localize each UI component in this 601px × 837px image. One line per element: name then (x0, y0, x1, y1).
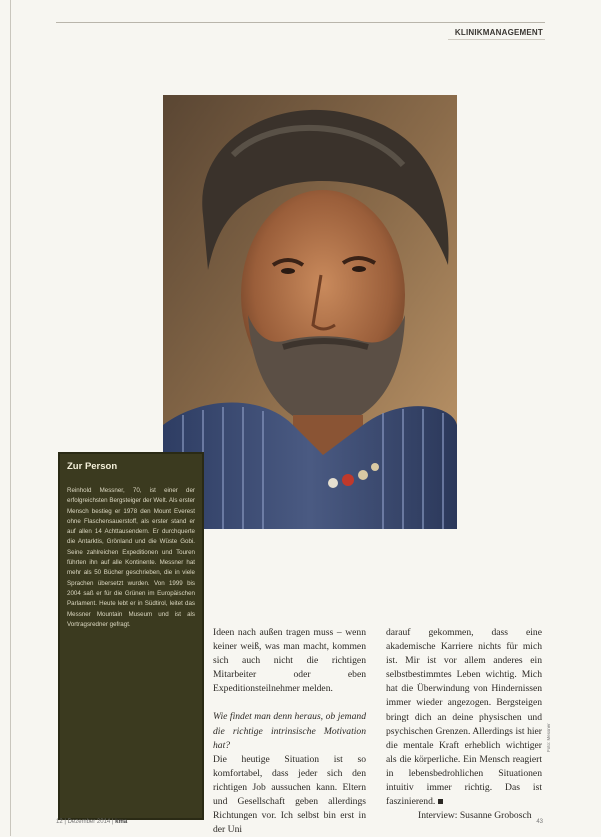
person-info-box (58, 452, 204, 820)
section-label: KLINIKMANAGEMENT (454, 28, 543, 37)
article-column-right (386, 626, 542, 809)
page-number: 43 (536, 819, 543, 825)
page-edge (10, 0, 11, 836)
footer-issue (56, 819, 127, 825)
person-info-text: Reinhold Messner, 70, ist einer der erfolgreichsten Bergsteiger der Welt. Als erster Mensch bestieg er 1978 den Mount Everest ohne Flaschensauerstoff, als erster stand er auf allen 14 Achttausendern. Er durchquerte die Antarktis, Grönland und die Wüste Gobi. Seine zahlreichen Expeditionen und Touren führten ihn auf alle Kontinente. Messner hat mehr als 50 Bücher geschrieben, die in viele Sprachen übersetzt wurden. Von 1999 bis 2004 saß er für die Grünen im Europäischen Parlament. Heute lebt er in Südtirol, leitet das Messner Mountain Museum und ist als Vortragsredner gefragt. (67, 487, 195, 628)
interview-byline: Interview: Susanne Grobosch (418, 810, 532, 821)
article-paragraph: Die heutige Situation ist so komfortabel, dass jeder sich den richtigen Job aussuchen kann. Eltern und Gesellschaft geben allerdings Richtungen vor. Ich selbst bin erst in der Uni (213, 753, 366, 836)
end-mark-icon (438, 799, 443, 804)
header-rule (56, 22, 545, 23)
article-column-middle (213, 626, 366, 837)
portrait-photo (163, 95, 457, 529)
photo-credit: Foto: Messner (546, 723, 551, 752)
article-paragraph (386, 626, 542, 809)
interview-question: Wie findet man denn heraus, ob jemand die richtige intrinsische Motivation hat? (213, 711, 366, 751)
article-paragraph-text: darauf gekommen, dass eine akademische Karriere nichts für mich ist. Mir ist vor allem anderes ein selbstbestimmtes Leben wichtig. Mich hat die Überwindung von Hindernissen immer wieder angezogen. Bergsteigen bringt dich an deine physischen und psychischen Grenzen. Allerdings ist hier die mentale Kraft erheblich wichtiger als die körperliche. Ein Mensch reagiert in lebensbedrohlichen Situationen intuitiv immer richtig. Das ist faszinierend. (386, 627, 542, 808)
footer-issue-text: 12 | Dezember 2014 | (56, 819, 114, 825)
section-rule (448, 39, 545, 40)
article-paragraph: Ideen nach außen tragen muss – wenn keiner weiß, was man macht, kommen sich auch nicht die richtigen Mitarbeiter oder eben Expeditionsteilnehmer melden. (213, 627, 366, 695)
footer-brand: kma (115, 819, 128, 825)
portrait-illustration (163, 95, 457, 529)
person-info-title: Zur Person (67, 461, 118, 472)
